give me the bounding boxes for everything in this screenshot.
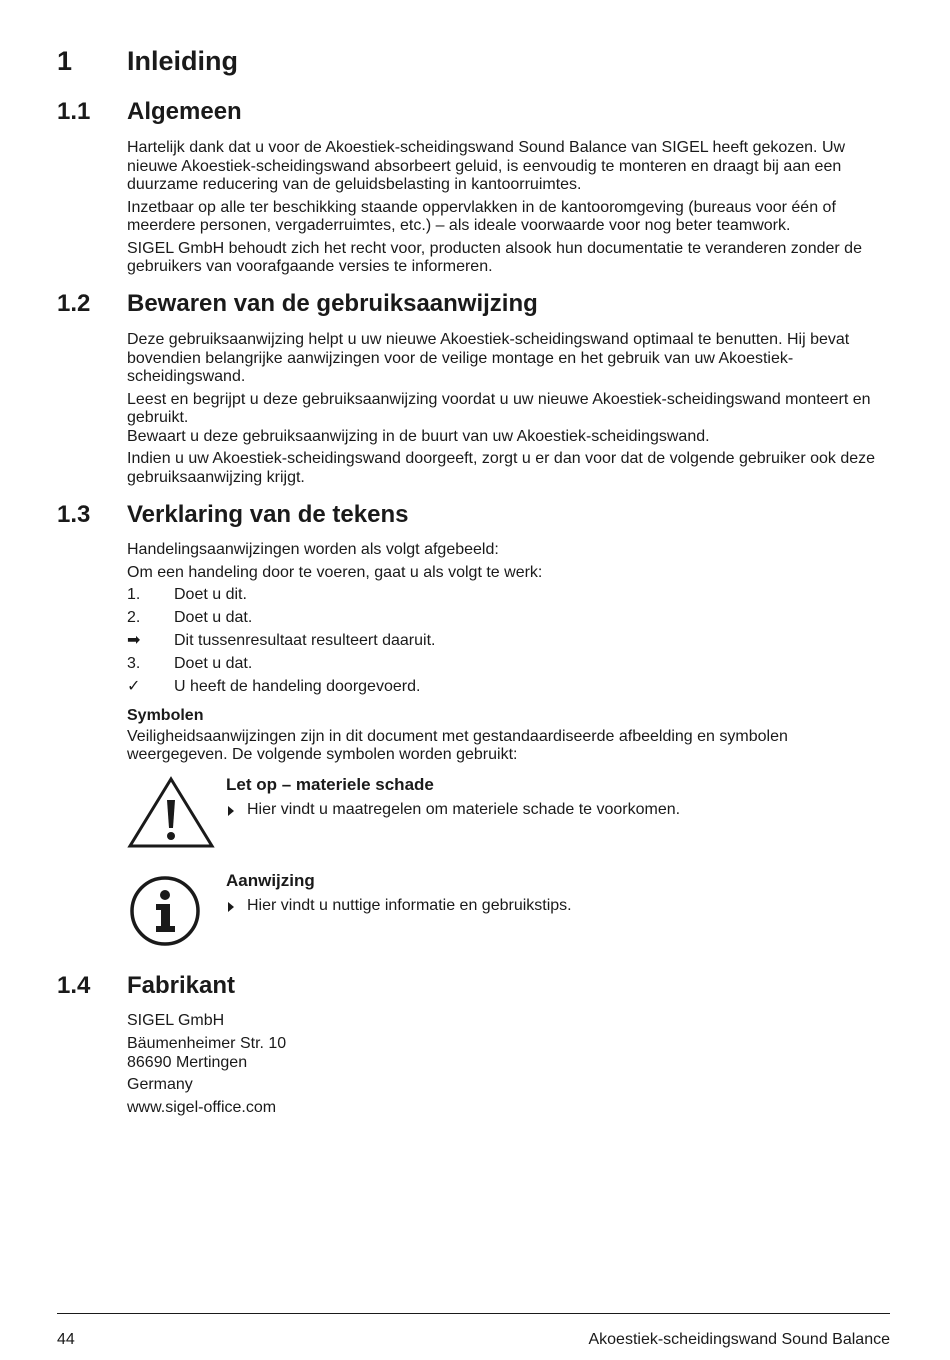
page-number: 44 — [57, 1331, 75, 1348]
intro-line: Handelingsaanwijzingen worden als volgt afgebeeld: — [127, 541, 499, 558]
footer-title: Akoestiek-scheidingswand Sound Balance — [588, 1331, 890, 1348]
section-number: 1.2 — [57, 290, 91, 317]
warning-triangle-icon — [127, 776, 215, 850]
step-text: Doet u dit. — [174, 586, 247, 603]
chapter-title: Inleiding — [127, 46, 238, 76]
paragraph: Leest en begrijpt u deze gebruiksaanwijzing voordat u uw nieuwe Akoestiek-scheidingswand monteert en gebruikt. — [127, 390, 871, 426]
paragraph: Inzetbaar op alle ter beschikking staande oppervlakken in de kantooromgeving (bureaus voor één of meerdere personen, vergaderruimtes, etc.) – als ideale voorwaarde voor nog beter teamwork. — [127, 198, 836, 234]
step-list — [127, 586, 887, 701]
section-title: Bewaren van de gebruiksaanwijzing — [127, 290, 538, 317]
triangle-bullet-icon — [228, 806, 234, 816]
section-title: Algemeen — [127, 98, 242, 125]
symbol-text — [226, 776, 866, 819]
paragraph: Deze gebruiksaanwijzing helpt u uw nieuwe Akoestiek-scheidingswand optimaal te benutten. Hij bevat bovendien belangrijke aanwijzingen voor de veilige montage en het gebruik van uw Akoestiek-scheidingswand. — [127, 331, 850, 385]
symbol-item — [226, 897, 866, 916]
list-item — [127, 655, 887, 678]
section-number: 1.1 — [57, 98, 91, 125]
paragraph: Bewaart u deze gebruiksaanwijzing in de buurt van uw Akoestiek-scheidingswand. — [127, 427, 710, 445]
arrow-right-icon: ➡ — [127, 632, 141, 649]
paragraph: Hartelijk dank dat u voor de Akoestiek-scheidingswand Sound Balance van SIGEL heeft gekozen. Uw nieuwe Akoestiek-scheidingswand absorbeert geluid, is eenvoudig te monteren en draagt bij aan een duurzame reducering van de geluidsbelasting in kantoorruimtes. — [127, 139, 846, 193]
step-number: 1. — [127, 586, 141, 603]
symbol-item-text: Hier vindt u maatregelen om materiele schade te voorkomen. — [247, 800, 681, 818]
country: Germany — [127, 1076, 193, 1093]
footer-divider — [57, 1313, 890, 1314]
intro-line: Om een handeling door te voeren, gaat u als volgt te werk: — [127, 563, 543, 581]
symbol-title: Let op – materiele schade — [226, 775, 434, 794]
section-body-1-3 — [127, 541, 887, 769]
symbol-text — [226, 872, 866, 915]
info-circle-icon — [127, 872, 203, 948]
step-number: 2. — [127, 609, 141, 626]
list-item — [127, 678, 887, 701]
street-address: Bäumenheimer Str. 10 — [127, 1035, 287, 1052]
city: 86690 Mertingen — [127, 1054, 248, 1071]
list-item — [127, 632, 887, 655]
symbols-intro: Veiligheidsaanwijzingen zijn in dit document met gestandaardiseerde afbeelding en symbolen weergegeven. De volgende symbolen worden gebruikt: — [127, 727, 788, 763]
step-text: U heeft de handeling doorgevoerd. — [174, 678, 421, 695]
step-text: Dit tussenresultaat resulteert daaruit. — [174, 632, 436, 649]
paragraph: Indien u uw Akoestiek-scheidingswand doorgeeft, zorgt u er dan voor dat de volgende gebruiker ook deze gebruiksaanwijzing krijgt. — [127, 450, 876, 486]
manufacturer-address — [127, 1012, 887, 1120]
section-body-1-1 — [127, 139, 887, 281]
symbol-title: Aanwijzing — [226, 871, 315, 890]
section-body-1-2 — [127, 331, 887, 491]
step-text: Doet u dat. — [174, 655, 253, 672]
list-item — [127, 586, 887, 609]
chapter-number: 1 — [57, 46, 73, 76]
checkmark-icon: ✓ — [127, 678, 141, 695]
section-number: 1.4 — [57, 972, 91, 999]
paragraph: SIGEL GmbH behoudt zich het recht voor, producten alsook hun documentatie te veranderen zonder de gebruikers van voorafgaande versies te informeren. — [127, 239, 862, 275]
step-text: Doet u dat. — [174, 609, 253, 626]
section-title: Verklaring van de tekens — [127, 501, 409, 528]
company-name: SIGEL GmbH — [127, 1012, 225, 1029]
list-item — [127, 609, 887, 632]
section-number: 1.3 — [57, 501, 91, 528]
section-title: Fabrikant — [127, 972, 236, 999]
symbol-item-text: Hier vindt u nuttige informatie en gebruikstips. — [247, 896, 572, 914]
step-number: 3. — [127, 655, 141, 672]
symbol-item — [226, 801, 866, 820]
website-link[interactable]: www.sigel-office.com — [127, 1099, 277, 1116]
triangle-bullet-icon — [228, 902, 234, 912]
symbols-heading: Symbolen — [127, 707, 204, 724]
